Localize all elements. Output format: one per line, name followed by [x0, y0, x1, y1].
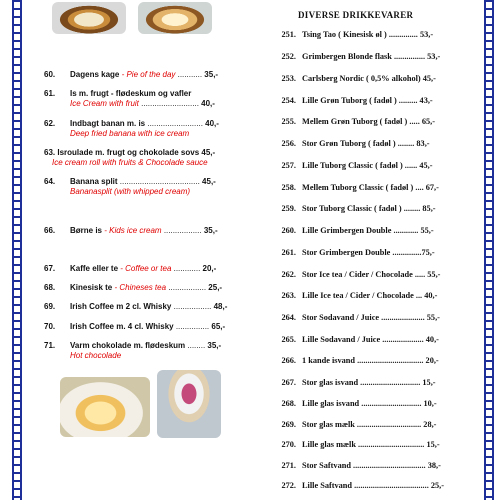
drink-number: 269. [281, 420, 296, 429]
leader-dots: ............ [171, 264, 203, 273]
drink-item [264, 440, 464, 449]
drink-item [264, 420, 464, 429]
drink-text: Stor glas mælk ............................... 28,- [302, 420, 437, 429]
item-number: 66. [44, 226, 56, 235]
drink-number: 263. [281, 291, 296, 300]
item-price: 40,- [205, 119, 219, 128]
drink-number: 260. [281, 226, 296, 235]
drink-number: 267. [281, 378, 296, 387]
separator: - [102, 226, 110, 235]
drink-item [264, 399, 464, 408]
separator: - [118, 264, 126, 273]
leader-dots: ........... [175, 70, 205, 79]
drink-text: Lille Saftvand .................................... 25,- [302, 481, 444, 490]
decorative-border-left [12, 0, 22, 500]
item-name: Dagens kage [70, 70, 120, 79]
item-name: Irish Coffee m 2 cl. Whisky [70, 302, 172, 311]
item-description: Ice Cream with fruit [70, 99, 139, 108]
item-number: 68. [44, 283, 56, 292]
drink-text: Stor Ice tea / Cider / Chocolade ..... 55,- [302, 270, 441, 279]
drink-item [264, 270, 464, 279]
drink-item [264, 248, 464, 257]
item-description: Bananasplit (with whipped cream) [70, 187, 191, 196]
drink-text: Carlsberg Nordic ( 0,5% alkohol) 45,- [302, 74, 436, 83]
drink-item [264, 378, 464, 387]
item-number: 69. [44, 302, 56, 311]
item-number: 70. [44, 322, 56, 331]
leader-dots: .................................... [117, 177, 203, 186]
drink-item [264, 461, 464, 470]
drink-text: Lille Sodavand / Juice .................... 40,- [302, 335, 439, 344]
drink-number: 257. [281, 161, 296, 170]
item-description: Kids ice cream [109, 226, 162, 235]
leader-dots: ............... [173, 322, 212, 331]
item-name: Irish Coffee m. 4 cl. Whisky [70, 322, 174, 331]
drink-number: 255. [281, 117, 296, 126]
drink-item [264, 183, 464, 192]
drink-number: 271. [281, 461, 296, 470]
drink-text: Stor Tuborg Classic ( fadøl ) ........ 85,- [302, 204, 436, 213]
leader-dots: ........ [185, 341, 208, 350]
drink-number: 252. [281, 52, 296, 61]
item-number: 63. [44, 148, 56, 157]
drink-number: 266. [281, 356, 296, 365]
drink-text: Stor Sodavand / Juice ..................... 55,- [302, 313, 440, 322]
item-description: Coffee or tea [125, 264, 172, 273]
item-name: Kinesisk te [70, 283, 113, 292]
item-price: 25,- [208, 283, 223, 292]
drink-number: 268. [281, 399, 296, 408]
item-number: 67. [44, 264, 56, 273]
item-price: 45,- [202, 177, 216, 186]
drink-text: Lille Tuborg Classic ( fadøl ) ...... 45,- [302, 161, 433, 170]
item-price: 35,- [203, 226, 218, 235]
drink-item [264, 96, 464, 105]
drink-text: Lille Grimbergen Double ............ 55,- [302, 226, 434, 235]
item-name: Varm chokolade m. flødeskum [70, 341, 186, 350]
drink-text: Stor Grimbergen Double ..............75,- [302, 248, 435, 257]
cake-photo [52, 2, 126, 34]
leader-dots: ......................... [145, 119, 206, 128]
item-description: Ice cream roll with fruits & Chocolade sauce [52, 158, 208, 167]
item-price: 40,- [201, 99, 215, 108]
drink-item [264, 204, 464, 213]
item-name: Kaffe eller te [70, 264, 119, 273]
drink-item [264, 291, 464, 300]
drink-text: Lille glas isvand ............................. 10,- [302, 399, 437, 408]
item-name: Isroulade m. frugt og chokolade sovs [57, 148, 200, 157]
drink-text: Stor Saftvand ................................... 38,- [302, 461, 441, 470]
drink-text: Stor Grøn Tuborg ( fadøl ) ........ 83,- [302, 139, 430, 148]
drink-text: Mellem Tuborg Classic ( fadøl ) .... 67,- [302, 183, 439, 192]
drink-text: Lille Ice tea / Cider / Chocolade ... 40,- [302, 291, 438, 300]
decorative-border-right [484, 0, 494, 500]
drink-item [264, 335, 464, 344]
drink-text: Stor glas isvand ............................. 15,- [302, 378, 436, 387]
drink-item [264, 139, 464, 148]
drink-text: Grimbergen Blonde flask ............... 53,- [302, 52, 441, 61]
drink-text: 1 kande isvand ................................ 20,- [302, 356, 439, 365]
drink-text: Mellem Grøn Tuborg ( fadøl ) ..... 65,- [302, 117, 435, 126]
drink-item [264, 356, 464, 365]
item-price: 20,- [202, 264, 217, 273]
item-name: Is m. frugt - flødeskum og vafler [70, 89, 192, 98]
drink-number: 259. [281, 204, 296, 213]
drink-number: 265. [281, 335, 296, 344]
drink-number: 272. [281, 481, 296, 490]
drink-number: 261. [281, 248, 296, 257]
separator: - [112, 283, 120, 292]
item-name: Indbagt banan m. is [70, 119, 146, 128]
drink-text: Lille Grøn Tuborg ( fadøl ) ......... 43,- [302, 96, 433, 105]
drink-item [264, 117, 464, 126]
drink-number: 258. [281, 183, 296, 192]
leader-dots: ................. [166, 283, 209, 292]
item-price: 45,- [201, 148, 216, 157]
drink-number: 264. [281, 313, 296, 322]
ice-cream-sundae-photo [157, 370, 221, 438]
drinks-heading: DIVERSE DRIKKEVARER [298, 10, 414, 20]
drink-number: 254. [281, 96, 296, 105]
drink-item [264, 52, 464, 61]
drink-text: Lille glas mælk ................................ 15,- [302, 440, 440, 449]
drink-item [264, 74, 464, 83]
item-price: 35,- [204, 70, 219, 79]
item-number: 64. [44, 177, 56, 186]
drink-item [264, 30, 464, 39]
cake-photo [138, 2, 212, 34]
item-price: 48,- [213, 302, 228, 311]
drink-item [264, 226, 464, 235]
item-description: Pie of the day [126, 70, 176, 79]
drink-number: 270. [281, 440, 296, 449]
item-number: 62. [44, 119, 56, 128]
leader-dots: ................. [161, 226, 204, 235]
drink-text: Tsing Tao ( Kinesisk øl ) .............. 53,- [302, 30, 434, 39]
item-description: Chineses tea [119, 283, 167, 292]
drink-number: 256. [281, 139, 296, 148]
item-name: Børne is [70, 226, 103, 235]
drink-number: 262. [281, 270, 296, 279]
separator: - [119, 70, 127, 79]
item-price: 65,- [211, 322, 226, 331]
item-number: 71. [44, 341, 56, 350]
drink-item [264, 313, 464, 322]
cake-with-coffee-photo [60, 377, 150, 437]
item-description: Hot chocolade [70, 351, 122, 360]
item-number: 60. [44, 70, 56, 79]
leader-dots: .......................... [138, 99, 202, 108]
drink-item [264, 161, 464, 170]
item-name: Banana split [70, 177, 118, 186]
item-description: Deep fried banana with ice cream [70, 129, 190, 138]
leader-dots: ................. [171, 302, 214, 311]
drink-number: 253. [281, 74, 296, 83]
drink-number: 251. [281, 30, 296, 39]
item-number: 61. [44, 89, 56, 98]
item-price: 35,- [207, 341, 222, 350]
drink-item [264, 481, 464, 490]
